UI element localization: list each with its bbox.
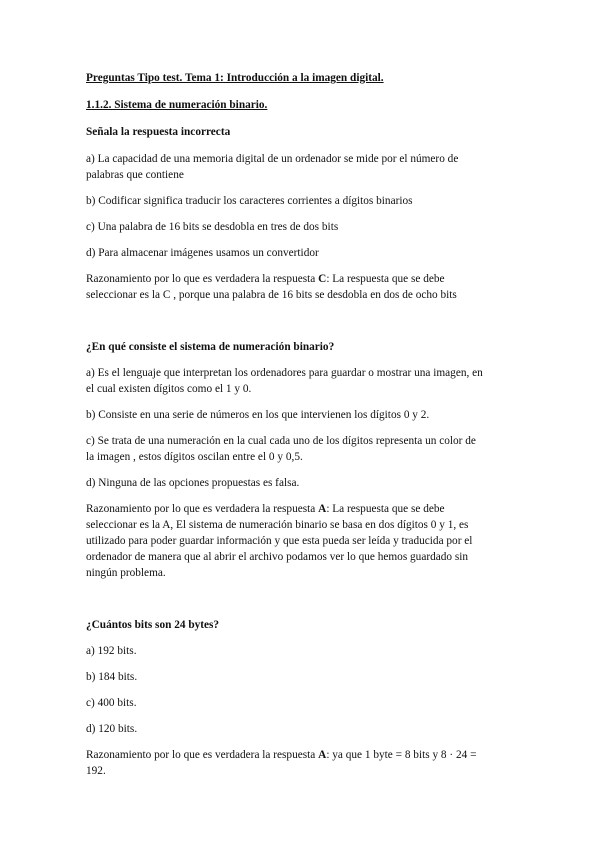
answer-letter: C [318,273,327,285]
question-2-option-a-cont: el cual existen dígitos como el 1 y 0. [86,383,252,395]
question-2-reasoning-line-4: ningún problema. [86,567,166,579]
question-3-prompt: ¿Cuántos bits son 24 bytes? [86,619,220,631]
question-1-option-d: d) Para almacenar imágenes usamos un convertidor [86,247,319,259]
question-3-reasoning-line: 192. [86,765,106,777]
question-1-option-a-cont: palabras que contiene [86,169,184,181]
question-1-reasoning-line: seleccionar es la C , porque una palabra de 16 bits se desdobla en dos de ocho bits [86,289,457,301]
question-2-option-a: a) Es el lenguaje que interpretan los ordenadores para guardar o mostrar una imagen, en [86,367,483,379]
answer-letter: A [318,749,327,761]
document-title: Preguntas Tipo test. Tema 1: Introducción a la imagen digital. [86,72,384,84]
question-3-option-c: c) 400 bits. [86,697,137,709]
question-2-option-d: d) Ninguna de las opciones propuestas es falsa. [86,477,300,489]
reasoning-rest: : ya que 1 byte = 8 bits y 8 · 24 = [326,749,477,761]
question-2-reasoning-line-1: seleccionar es la A, El sistema de numeración binario se basa en dos dígitos 0 y 1, es [86,519,469,531]
question-3-option-b: b) 184 bits. [86,671,138,683]
question-3-option-a: a) 192 bits. [86,645,137,657]
answer-letter: A [318,503,327,515]
section-heading: 1.1.2. Sistema de numeración binario. [86,99,268,111]
question-2-prompt: ¿En qué consiste el sistema de numeración binario? [86,341,335,353]
question-2-reasoning-line-3: ordenador de manera que al abrir el archivo podamos ver lo que hemos guardado sin [86,551,469,563]
reasoning-rest: : La respuesta que se debe [326,273,445,285]
question-2-reasoning-line-2: utilizado para poder guardar información y que esta pueda ser leída y traducida por el [86,535,473,547]
question-3-reasoning [86,746,476,764]
reasoning-rest: : La respuesta que se debe [326,503,445,515]
question-1-option-c: c) Una palabra de 16 bits se desdobla en tres de dos bits [86,221,339,233]
question-2-option-c-cont: la imagen , estos dígitos oscilan entre el 0 y 0,5. [86,451,303,463]
question-1-option-b: b) Codificar significa traducir los caracteres corrientes a dígitos binarios [86,195,413,207]
reasoning-lead: Razonamiento por lo que es verdadera la respuesta [86,749,316,761]
question-3-option-d: d) 120 bits. [86,723,138,735]
reasoning-lead: Razonamiento por lo que es verdadera la respuesta [86,503,316,515]
question-2-option-c: c) Se trata de una numeración en la cual cada uno de los dígitos representa un color de [86,435,476,447]
question-2-option-b: b) Consiste en una serie de números en los que intervienen los dígitos 0 y 2. [86,409,430,421]
reasoning-lead: Razonamiento por lo que es verdadera la respuesta [86,273,316,285]
question-1-option-a: a) La capacidad de una memoria digital de un ordenador se mide por el número de [86,153,459,165]
question-1-prompt: Señala la respuesta incorrecta [86,126,231,138]
